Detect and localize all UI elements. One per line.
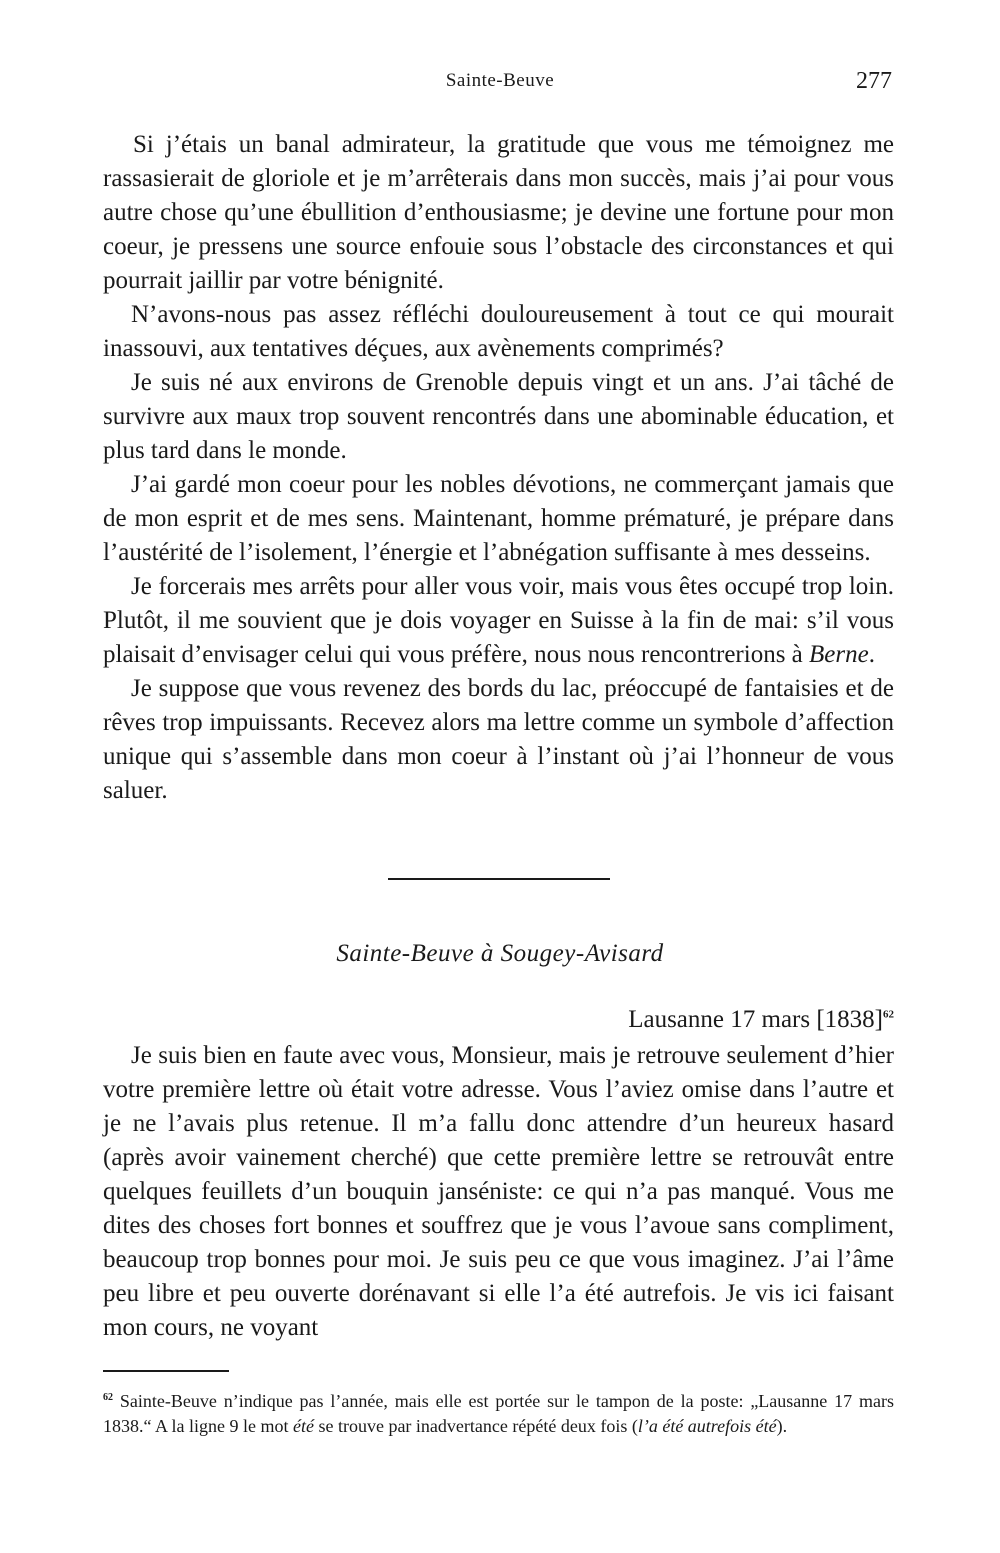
dateline-text: Lausanne 17 mars [1838] — [628, 1006, 883, 1033]
footnote-text-2: se trouve par inadvertance répété deux fois ( — [313, 1416, 638, 1436]
letter-2-paragraph-1: Je suis bien en faute avec vous, Monsieur, mais je retrouve seulement d’hier votre première lettre où était votre adresse. Vous l’aviez omise dans l’autre et je ne l’avais plus retenue. Il m’a fallu donc attendre d’un heureux hasard (après avoir vainement cherché) que cette première lettre se retrouvât entre quelques feuillets d’un bouquin janséniste: ce qui n’a pas manqué. Vous me dites des choses fort bonnes et souffrez que je vous l’avoue sans compliment, beaucoup trop bonnes pour moi. Je suis peu ce que vous imaginez. J’ai l’âme peu libre et peu ouverte dorénavant si elle l’a été autrefois. Je vis ici faisant mon cours, ne voyant — [103, 1042, 894, 1341]
letter-1-paragraph-2: N’avons-nous pas assez réfléchi douloureusement à tout ce qui mourait inassouvi, aux tentatives déçues, aux avènements comprimés? — [103, 301, 894, 362]
letter-1-paragraph-5 — [103, 570, 894, 672]
letter-1-paragraph-3: Je suis né aux environs de Grenoble depuis vingt et un ans. J’ai tâché de survivre aux maux trop souvent rencontrés dans une abominable éducation, et plus tard dans le monde. — [103, 369, 894, 464]
section-title: Sainte-Beuve à Sougey-Avisard — [336, 940, 664, 967]
letter-1-body — [103, 128, 894, 808]
running-head: Sainte-Beuve — [445, 70, 555, 91]
footnote-marker: 62 — [103, 1392, 113, 1403]
footnote-italic-1: été — [292, 1416, 314, 1436]
place-name-italic: Berne — [809, 641, 869, 668]
section-divider — [388, 878, 610, 880]
footnote-reference: 62 — [883, 1008, 894, 1021]
letter-1-paragraph-1: Si j’étais un banal admirateur, la gratitude que vous me témoignez me rassasierait de gloriole et je m’arrêterais dans mon succès, mais j’ai pour vous autre chose qu’une ébullition d’enthousiasme; je devine une fortune pour mon coeur, je pressens une source enfouie sous l’obstacle des circonstances et qui pourrait jaillir par votre bénignité. — [103, 131, 894, 294]
dateline — [628, 1006, 894, 1034]
footnote-divider — [103, 1370, 229, 1372]
footnote — [103, 1385, 894, 1439]
paragraph-5-end: . — [868, 641, 875, 668]
letter-1-paragraph-4: J’ai gardé mon coeur pour les nobles dévotions, ne commerçant jamais que de mon esprit et de mes sens. Maintenant, homme prématuré, je prépare dans l’austérité de l’isolement, l’énergie et l’abnégation suffisante à mes desseins. — [103, 471, 894, 566]
paragraph-5-text: Je forcerais mes arrêts pour aller vous voir, mais vous êtes occupé trop loin. Plutôt, il me souvient que je dois voyager en Suisse à la fin de mai: s’il vous plaisait d’envisager celui qui vous préfère, nous nous rencontrerions à — [103, 573, 894, 668]
letter-1-paragraph-6: Je suppose que vous revenez des bords du lac, préoccupé de fantaisies et de rêves trop impuissants. Recevez alors ma lettre comme un symbole d’affection unique qui s’assemble dans mon coeur à l’instant où j’ai l’honneur de vous saluer. — [103, 675, 894, 804]
footnote-text-1: Sainte-Beuve n’indique pas l’année, mais elle est portée sur le tampon de la poste: „Lausanne 17 mars 1838.“ A la ligne 9 le mot — [103, 1391, 894, 1436]
footnote-italic-2: l’a été autrefois été — [637, 1416, 777, 1436]
letter-2-body — [103, 1039, 894, 1345]
footnote-text-3: ). — [776, 1416, 788, 1436]
page-number: 277 — [856, 68, 892, 94]
